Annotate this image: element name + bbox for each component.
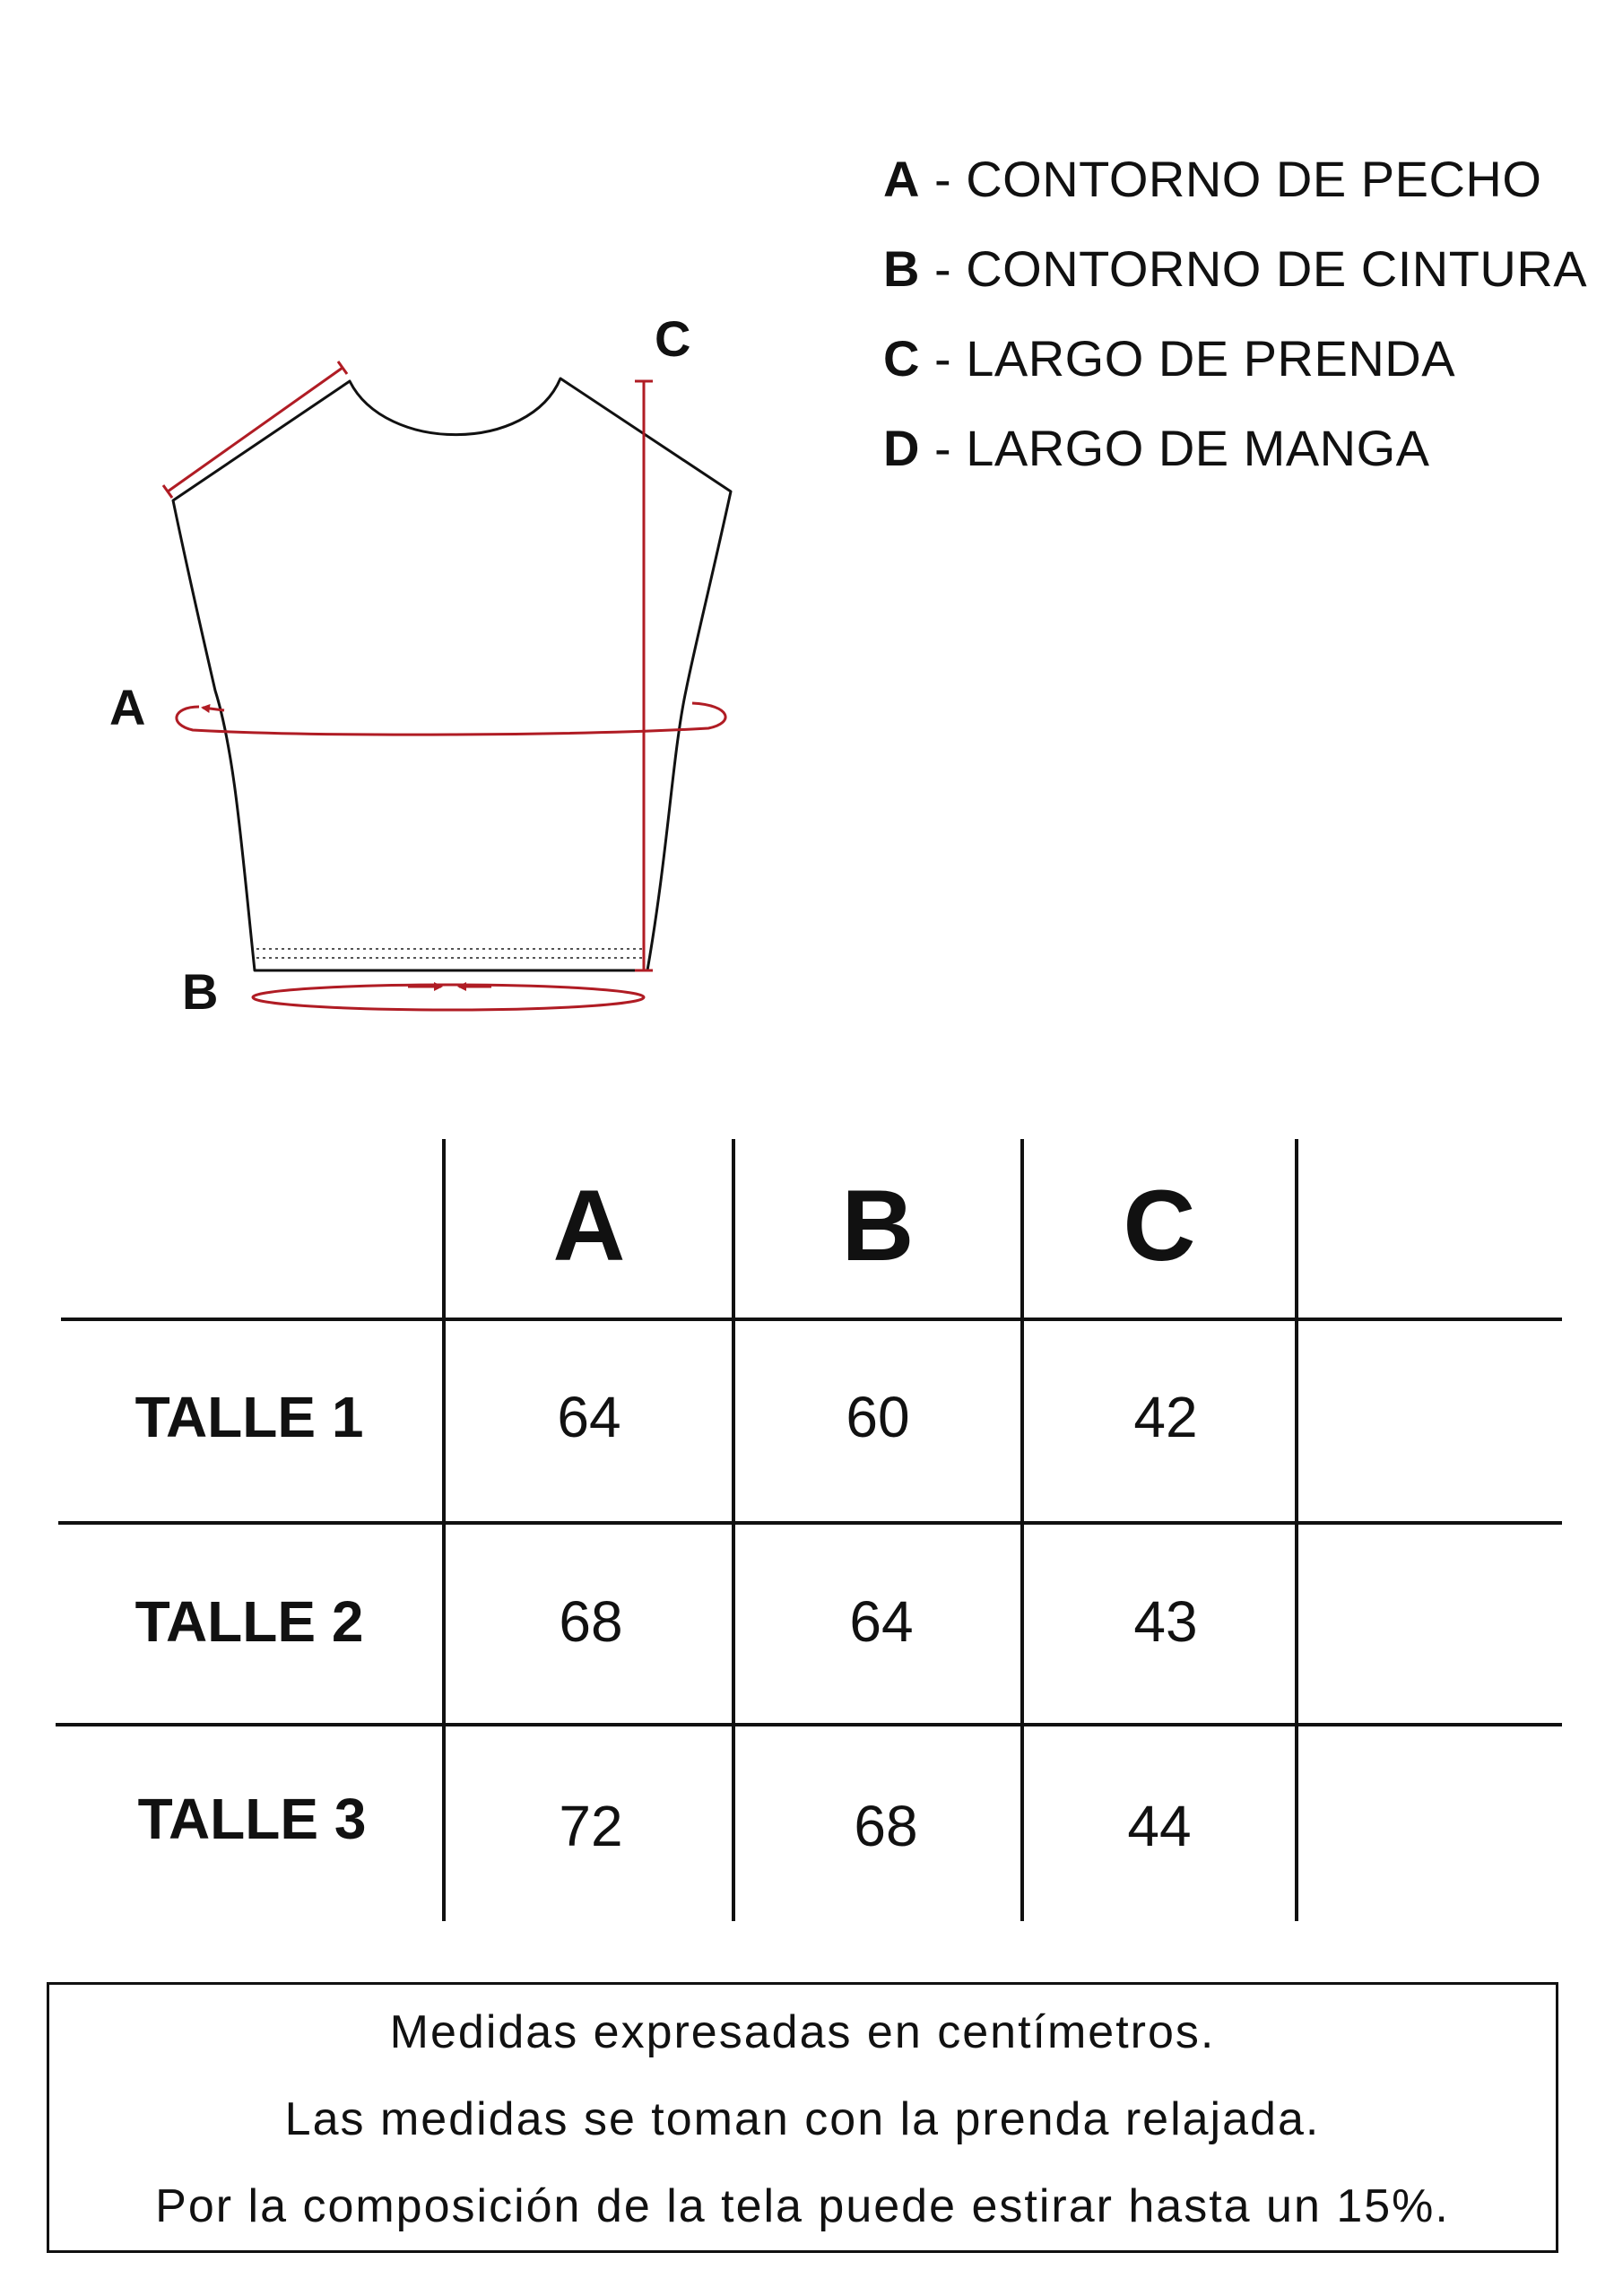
table-row xyxy=(135,1589,1198,1654)
note-units: Medidas expresadas en centímetros. xyxy=(389,2006,1216,2058)
table-row xyxy=(138,1787,1192,1858)
table-row xyxy=(135,1385,1198,1449)
diagram-label-a: A xyxy=(109,679,146,735)
cell-talle-1-b: 60 xyxy=(846,1385,910,1449)
legend-separator: - xyxy=(919,240,967,297)
cell-talle-2-b: 64 xyxy=(849,1589,914,1654)
column-header-c: C xyxy=(1123,1170,1196,1282)
row-label-talle-3: TALLE 3 xyxy=(137,1787,367,1851)
legend-text: LARGO DE PRENDA xyxy=(966,330,1456,387)
row-label-talle-2: TALLE 2 xyxy=(134,1589,364,1654)
diagram-label-b: B xyxy=(182,963,219,1020)
legend-text: CONTORNO DE PECHO xyxy=(966,151,1542,207)
legend-separator: - xyxy=(919,420,967,476)
legend-separator: - xyxy=(919,330,967,387)
cell-talle-2-c: 43 xyxy=(1133,1589,1198,1654)
cell-talle-1-c: 42 xyxy=(1133,1385,1198,1449)
cell-talle-1-a: 64 xyxy=(557,1385,621,1449)
legend-key: C xyxy=(883,330,920,387)
row-label-talle-1: TALLE 1 xyxy=(134,1385,364,1449)
column-header-a: A xyxy=(552,1170,626,1282)
cell-talle-3-a: 72 xyxy=(559,1794,623,1858)
note-relaxed: Las medidas se toman con la prenda relajada. xyxy=(284,2093,1321,2145)
legend-key: A xyxy=(883,151,920,207)
legend-text: CONTORNO DE CINTURA xyxy=(966,240,1588,297)
legend-separator: - xyxy=(919,151,967,207)
diagram-label-c: C xyxy=(655,310,691,367)
legend-text: LARGO DE MANGA xyxy=(966,420,1430,476)
cell-talle-3-c: 44 xyxy=(1127,1794,1192,1858)
legend-key: B xyxy=(883,240,920,297)
legend-key: D xyxy=(883,420,920,476)
note-stretch: Por la composición de la tela puede estirar hasta un 15%. xyxy=(155,2180,1450,2232)
column-header-b: B xyxy=(841,1170,915,1282)
cell-talle-2-a: 68 xyxy=(559,1589,623,1654)
cell-talle-3-b: 68 xyxy=(854,1794,918,1858)
notes-box xyxy=(47,1982,1558,2253)
